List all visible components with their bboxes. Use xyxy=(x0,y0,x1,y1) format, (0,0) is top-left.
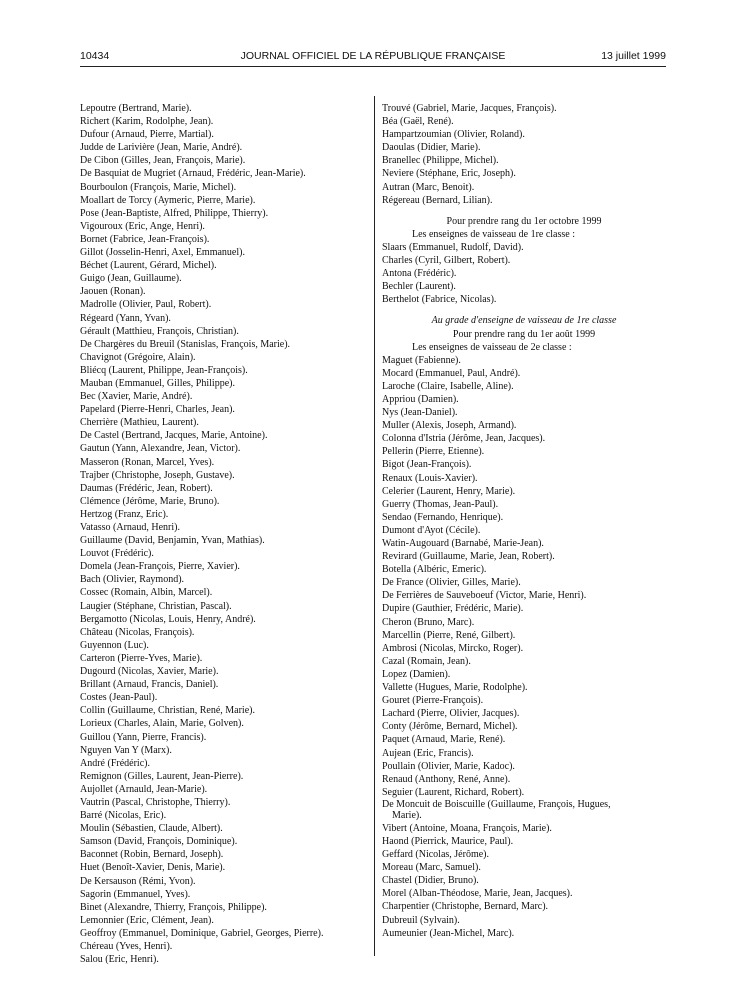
name-entry: Guyennon (Luc). xyxy=(80,639,149,651)
name-entry: Aujollet (Arnauld, Jean-Marie). xyxy=(80,783,208,795)
name-entry: Conty (Jérôme, Bernard, Michel). xyxy=(382,721,518,733)
name-entry: De Kersauson (Rémi, Yvon). xyxy=(80,875,196,887)
name-entry: Costes (Jean-Paul). xyxy=(80,692,158,704)
name-entry: Collin (Guillaume, Christian, René, Marie). xyxy=(80,705,255,717)
page-header xyxy=(80,50,666,64)
name-entry: Béchet (Laurent, Gérard, Michel). xyxy=(80,260,217,272)
column-divider xyxy=(374,96,375,956)
wrapped-entry-first: De Moncuit de Boiscuille (Guillaume, François, Hugues, xyxy=(382,798,611,810)
name-entry: Moreau (Marc, Samuel). xyxy=(382,862,481,874)
name-entry: Madrolle (Olivier, Paul, Robert). xyxy=(80,299,212,311)
name-entry: Celerier (Laurent, Henry, Marie). xyxy=(382,485,516,497)
name-entry: Geffard (Nicolas, Jérôme). xyxy=(382,849,489,861)
name-list-top xyxy=(382,102,666,207)
name-entry: Charpentier (Christophe, Bernard, Marc). xyxy=(382,901,549,913)
name-entry: Jaouen (Ronan). xyxy=(80,286,146,298)
name-entry: Cheron (Bruno, Marc). xyxy=(382,616,475,628)
name-entry: Judde de Larivière (Jean, Marie, André). xyxy=(80,142,243,154)
name-entry: Lorieux (Charles, Alain, Marie, Golven). xyxy=(80,718,244,730)
name-entry: De Castel (Bertrand, Jacques, Marie, Antoine). xyxy=(80,430,268,442)
name-entry: Aujean (Eric, Francis). xyxy=(382,747,474,759)
name-entry: Lepoutre (Bertrand, Marie). xyxy=(80,103,192,114)
name-entry: De Chargères du Breuil (Stanislas, François, Marie). xyxy=(80,338,291,350)
name-entry: Sagorin (Emmanuel, Yves). xyxy=(80,888,191,900)
name-entry: Louvot (Frédéric). xyxy=(80,548,154,560)
name-entry: Vautrin (Pascal, Christophe, Thierry). xyxy=(80,796,231,808)
name-entry: Vibert (Antoine, Moana, François, Marie). xyxy=(382,822,552,834)
page-number: 10434 xyxy=(80,50,110,62)
name-entry: Bornet (Fabrice, Jean-François). xyxy=(80,233,210,245)
name-entry: Gérault (Matthieu, François, Christian). xyxy=(80,325,239,337)
name-list-october xyxy=(382,241,666,306)
name-entry: Guigo (Jean, Guillaume). xyxy=(80,273,182,285)
name-entry: Dugourd (Nicolas, Xavier, Marie). xyxy=(80,666,219,678)
section-subheading-october: Les enseignes de vaisseau de 1re classe : xyxy=(412,228,575,240)
name-entry: Sendao (Fernando, Henrique). xyxy=(382,511,504,523)
name-entry: Régereau (Bernard, Lilian). xyxy=(382,194,493,206)
name-entry: Daoulas (Didier, Marie). xyxy=(382,142,481,154)
name-entry: Barré (Nicolas, Eric). xyxy=(80,810,167,822)
name-entry: Slaars (Emmanuel, Rudolf, David). xyxy=(382,241,524,253)
name-entry: Lachard (Pierre, Olivier, Jacques). xyxy=(382,708,520,720)
name-entry: Gouret (Pierre-François). xyxy=(382,695,484,707)
name-entry: Château (Nicolas, François). xyxy=(80,626,195,638)
name-entry: Papelard (Pierre-Henri, Charles, Jean). xyxy=(80,404,235,416)
name-entry: Hertzog (Franz, Eric). xyxy=(80,508,169,520)
name-entry: Charles (Cyril, Gilbert, Robert). xyxy=(382,255,511,267)
name-entry: Aumeunier (Jean-Michel, Marc). xyxy=(382,927,515,939)
name-entry: Berthelot (Fabrice, Nicolas). xyxy=(382,294,497,306)
name-entry: Bec (Xavier, Marie, André). xyxy=(80,391,193,403)
name-entry: Pellerin (Pierre, Etienne). xyxy=(382,446,485,458)
name-entry: Poullain (Olivier, Marie, Kadoc). xyxy=(382,760,515,772)
name-entry: Autran (Marc, Benoit). xyxy=(382,181,475,193)
name-entry: Vatasso (Arnaud, Henri). xyxy=(80,522,180,533)
name-entry: Guillaume (David, Benjamin, Yvan, Mathias). xyxy=(80,535,265,547)
name-entry: Guillou (Yann, Pierre, Francis). xyxy=(80,731,207,743)
issue-date: 13 juillet 1999 xyxy=(601,50,666,62)
name-entry: Chéreau (Yves, Henri). xyxy=(80,941,173,952)
header-rule xyxy=(80,66,666,67)
name-entry: Binet (Alexandre, Thierry, François, Philippe). xyxy=(80,901,267,913)
name-entry: Laroche (Claire, Isabelle, Aline). xyxy=(382,380,514,392)
name-list-august-a xyxy=(382,354,666,799)
section-subheading-august: Les enseignes de vaisseau de 2e classe : xyxy=(412,341,572,353)
name-entry: Dumont d'Ayot (Cécile). xyxy=(382,524,481,536)
name-entry: Colonna d'Istria (Jérôme, Jean, Jacques). xyxy=(382,433,546,445)
name-entry: De Cibon (Gilles, Jean, François, Marie). xyxy=(80,155,246,167)
name-entry: Lopez (Damien). xyxy=(382,668,451,680)
name-entry: Watin-Augouard (Barnabé, Marie-Jean). xyxy=(382,538,544,549)
name-entry: Brillant (Arnaud, Francis, Daniel). xyxy=(80,679,219,691)
name-entry: Neviere (Stéphane, Eric, Joseph). xyxy=(382,168,516,180)
name-entry: Samson (David, François, Dominique). xyxy=(80,836,238,848)
name-entry: Seguier (Laurent, Richard, Robert). xyxy=(382,786,525,798)
name-entry: Ambrosi (Nicolas, Mircko, Roger). xyxy=(382,642,524,654)
name-entry: Maguet (Fabienne). xyxy=(382,354,461,366)
name-entry: Trajber (Christophe, Joseph, Gustave). xyxy=(80,469,235,481)
name-entry: Renaux (Louis-Xavier). xyxy=(382,472,478,484)
name-entry: Dubreuil (Sylvain). xyxy=(382,914,460,926)
name-entry: Muller (Alexis, Joseph, Armand). xyxy=(382,420,517,432)
name-entry: Cherrière (Mathieu, Laurent). xyxy=(80,417,199,429)
name-entry: Salou (Eric, Henri). xyxy=(80,954,159,966)
name-entry: Dufour (Arnaud, Pierre, Martial). xyxy=(80,129,214,141)
wrapped-entry-second: Marie). xyxy=(392,810,422,822)
name-entry: Chastel (Didier, Bruno). xyxy=(382,875,479,887)
name-entry: De Ferrières de Sauveboeuf (Victor, Marie, Henri). xyxy=(382,590,587,602)
name-entry: Clémence (Jérôme, Marie, Bruno). xyxy=(80,495,220,507)
name-entry: Mauban (Emmanuel, Gilles, Philippe). xyxy=(80,377,235,389)
name-entry: Baconnet (Robin, Bernard, Joseph). xyxy=(80,849,224,861)
name-entry: Masseron (Ronan, Marcel, Yves). xyxy=(80,456,215,468)
name-entry: Branellec (Philippe, Michel). xyxy=(382,155,499,167)
name-entry: Nys (Jean-Daniel). xyxy=(382,407,458,419)
name-entry: André (Frédéric). xyxy=(80,757,150,769)
name-entry: Richert (Karim, Rodolphe, Jean). xyxy=(80,116,214,128)
name-entry: Dupire (Gauthier, Frédéric, Marie). xyxy=(382,603,524,615)
name-entry: Laugier (Stéphane, Christian, Pascal). xyxy=(80,600,232,612)
name-entry: Bergamotto (Nicolas, Louis, Henry, André). xyxy=(80,613,256,625)
journal-title: JOURNAL OFFICIEL DE LA RÉPUBLIQUE FRANÇAISE xyxy=(240,50,506,62)
name-entry: Bourboulon (François, Marie, Michel). xyxy=(80,181,237,193)
name-entry: Lemonnier (Eric, Clément, Jean). xyxy=(80,914,214,926)
name-entry: De Basquiat de Mugriet (Arnaud, Frédéric, Jean-Marie). xyxy=(80,168,306,180)
name-entry: Cazal (Romain, Jean). xyxy=(382,655,471,667)
wrapped-name-entry xyxy=(382,799,666,822)
section-heading-august: Pour prendre rang du 1er août 1999 xyxy=(452,328,596,340)
name-entry: Revirard (Guillaume, Marie, Jean, Robert). xyxy=(382,551,555,563)
section-heading-october: Pour prendre rang du 1er octobre 1999 xyxy=(446,215,602,227)
name-entry: Marcellin (Pierre, René, Gilbert). xyxy=(382,629,516,641)
name-entry: De France (Olivier, Gilles, Marie). xyxy=(382,577,521,589)
name-entry: Béa (Gaël, René). xyxy=(382,116,454,128)
name-entry: Geoffroy (Emmanuel, Dominique, Gabriel, Georges, Pierre). xyxy=(80,927,324,939)
name-entry: Morel (Alban-Théodose, Marie, Jean, Jacques). xyxy=(382,888,573,900)
name-entry: Renaud (Anthony, René, Anne). xyxy=(382,773,511,785)
name-entry: Guerry (Thomas, Jean-Paul). xyxy=(382,498,499,510)
name-entry: Régeard (Yann, Yvan). xyxy=(80,312,171,324)
name-entry: Bliécq (Laurent, Philippe, Jean-François). xyxy=(80,364,248,376)
name-entry: Carteron (Pierre-Yves, Marie). xyxy=(80,652,203,664)
name-entry: Gautun (Yann, Alexandre, Jean, Victor). xyxy=(80,443,241,455)
name-entry: Daumas (Frédéric, Jean, Robert). xyxy=(80,482,213,494)
name-entry: Chavignot (Grégoire, Alain). xyxy=(80,351,196,363)
name-entry: Nguyen Van Y (Marx). xyxy=(80,744,172,756)
left-column xyxy=(80,102,366,966)
name-entry: Mocard (Emmanuel, Paul, André). xyxy=(382,367,521,379)
name-entry: Appriou (Damien). xyxy=(382,393,459,405)
name-entry: Vigouroux (Eric, Ange, Henri). xyxy=(80,220,205,232)
name-entry: Bach (Olivier, Raymond). xyxy=(80,574,185,586)
name-entry: Domela (Jean-François, Pierre, Xavier). xyxy=(80,561,240,573)
name-list-august-b xyxy=(382,822,666,940)
grade-heading: Au grade d'enseigne de vaisseau de 1re classe xyxy=(431,315,617,327)
name-entry: Paquet (Arnaud, Marie, René). xyxy=(382,734,506,746)
right-column xyxy=(382,102,666,940)
name-entry: Trouvé (Gabriel, Marie, Jacques, François). xyxy=(382,103,557,114)
name-entry: Moallart de Torcy (Aymeric, Pierre, Marie). xyxy=(80,194,256,206)
name-entry: Bigot (Jean-François). xyxy=(382,459,472,471)
name-entry: Botella (Albéric, Emeric). xyxy=(382,564,487,576)
name-entry: Huet (Benoît-Xavier, Denis, Marie). xyxy=(80,862,226,874)
name-entry: Vallette (Hugues, Marie, Rodolphe). xyxy=(382,682,528,694)
name-entry: Pose (Jean-Baptiste, Alfred, Philippe, Thierry). xyxy=(80,207,269,219)
name-entry: Cossec (Romain, Albin, Marcel). xyxy=(80,587,213,599)
name-entry: Remignon (Gilles, Laurent, Jean-Pierre). xyxy=(80,770,244,782)
name-entry: Hampartzoumian (Olivier, Roland). xyxy=(382,129,525,141)
name-entry: Antona (Frédéric). xyxy=(382,268,457,280)
name-entry: Haond (Pierrick, Maurice, Paul). xyxy=(382,835,514,847)
name-entry: Bechler (Laurent). xyxy=(382,281,456,293)
name-entry: Moulin (Sébastien, Claude, Albert). xyxy=(80,823,223,835)
name-entry: Gillot (Josselin-Henri, Axel, Emmanuel). xyxy=(80,247,245,259)
